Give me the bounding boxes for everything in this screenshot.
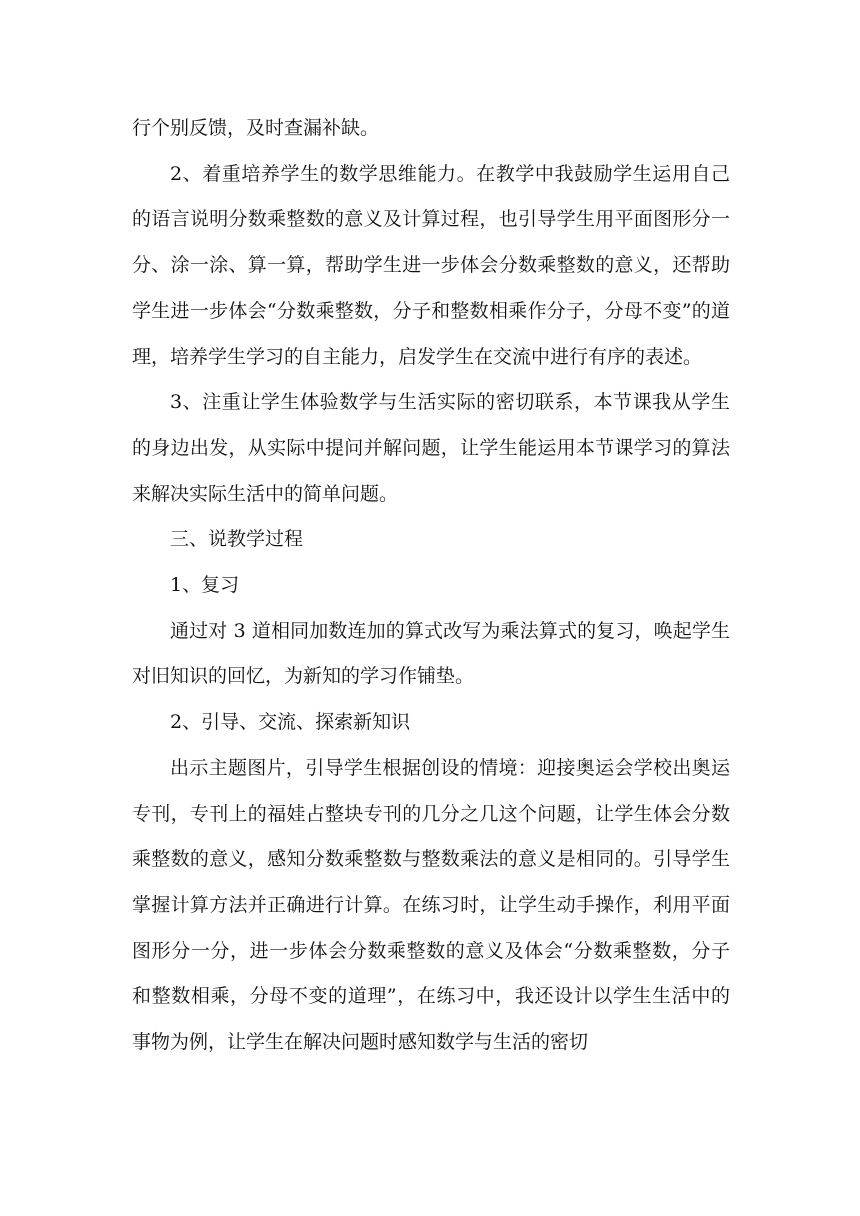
- section-heading-teaching-process: 三、说教学过程: [170, 528, 304, 551]
- paragraph-continuation: 行个别反馈，及时查漏补缺。: [132, 117, 380, 139]
- paragraph-life-connection: 3、注重让学生体验数学与生活实际的密切联系，本节课我从学生的身边出发，从实际中提问并解问题，让学生能运用本节课学习的算法来解决实际生活中的简单问题。: [132, 391, 730, 505]
- paragraph-thinking-ability: 2、着重培养学生的数学思维能力。在教学中我鼓励学生运用自己的语言说明分数乘整数的意义及计算过程，也引导学生用平面图形分一分、涂一涂、算一算，帮助学生进一步体会分数乘整数的意义，还帮助学生进一步体会“分数乘整数，分子和整数相乘作分子，分母不变”的道理，培养学生学习的自主能力，启发学生在交流中进行有序的表述。: [132, 162, 730, 368]
- subheading-review: 1、复习: [170, 574, 240, 597]
- paragraph-review: 通过对 3 道相同加数连加的算式改写为乘法算式的复习，唤起学生对旧知识的回忆，为新知的学习作铺垫。: [132, 619, 730, 688]
- document-body: [132, 106, 730, 1066]
- paragraph-explore: 出示主题图片，引导学生根据创设的情境：迎接奥运会学校出奥运专刊，专刊上的福娃占整块专刊的几分之几这个问题，让学生体会分数乘整数的意义，感知分数乘整数与整数乘法的意义是相同的。引导学生掌握计算方法并正确进行计算。在练习时，让学生动手操作，利用平面图形分一分，进一步体会分数乘整数的意义及体会“分数乘整数，分子和整数相乘，分母不变的道理”，在练习中，我还设计以学生生活中的事物为例，让学生在解决问题时感知数学与生活的密切: [132, 756, 730, 1054]
- subheading-explore: 2、引导、交流、探索新知识: [170, 711, 411, 734]
